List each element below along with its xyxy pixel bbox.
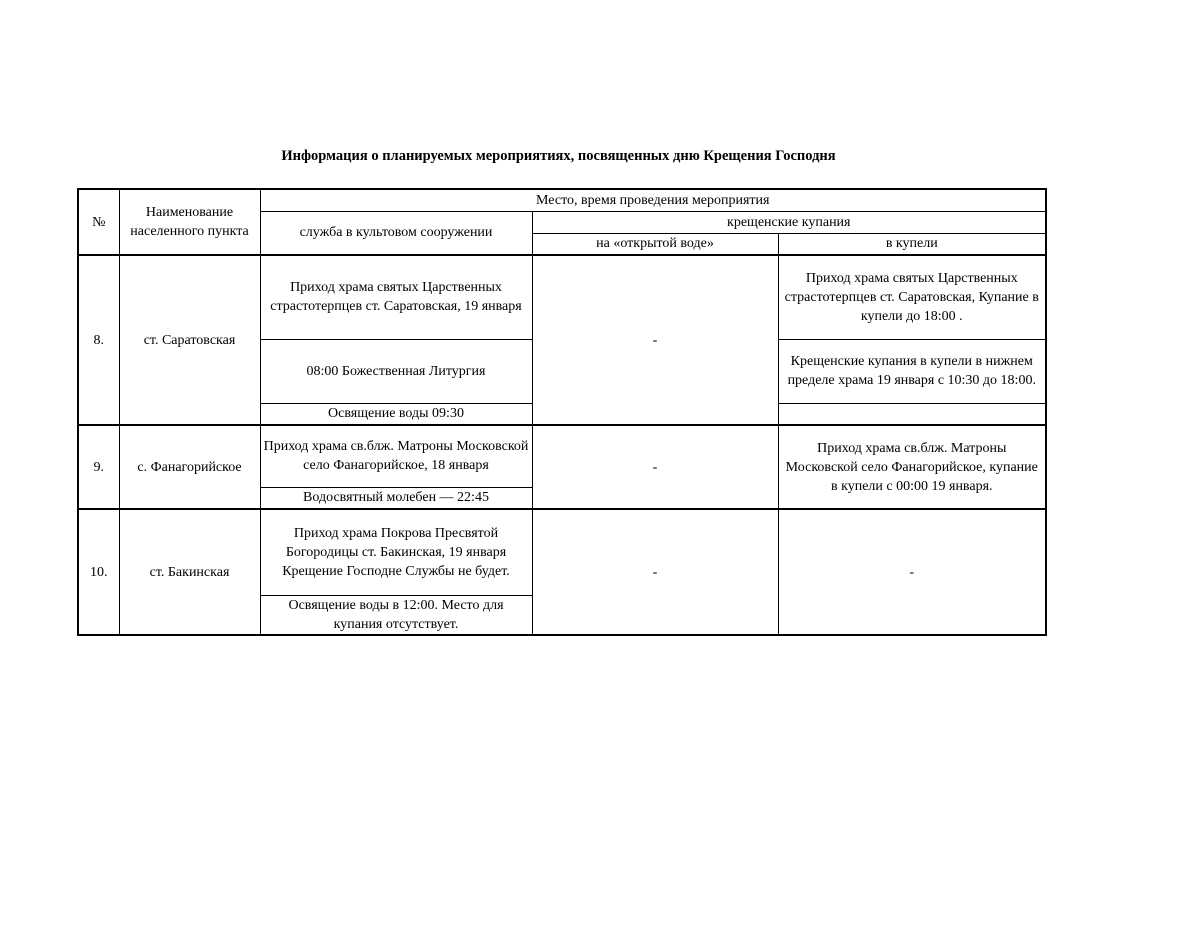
font-cell: Приход храма св.блж. Матроны Московской село Фанагорийское, купание в купели с 00:00 19 января. bbox=[778, 425, 1046, 509]
font-cell bbox=[778, 403, 1046, 425]
table-row bbox=[78, 509, 1046, 595]
header-open-water: на «открытой воде» bbox=[532, 233, 778, 255]
service-cell: Водосвятный молебен — 22:45 bbox=[260, 487, 532, 509]
row-settlement: ст. Бакинская bbox=[119, 509, 260, 635]
service-cell: Освящение воды в 12:00. Место для купания отсутствует. bbox=[260, 595, 532, 635]
open-water-cell: - bbox=[532, 509, 778, 635]
table-row bbox=[78, 425, 1046, 487]
document-title: Информация о планируемых мероприятиях, посвященных дню Крещения Господня bbox=[281, 148, 836, 164]
open-water-cell: - bbox=[532, 255, 778, 425]
font-cell: - bbox=[778, 509, 1046, 635]
header-place-time: Место, время проведения мероприятия bbox=[260, 189, 1046, 211]
row-number: 9. bbox=[78, 425, 119, 509]
service-cell: Приход храма Покрова Пресвятой Богородицы ст. Бакинская, 19 января Крещение Господне Службы не будет. bbox=[260, 509, 532, 595]
service-cell: 08:00 Божественная Литургия bbox=[260, 339, 532, 403]
header-service: служба в культовом сооружении bbox=[260, 211, 532, 255]
service-cell: Приход храма св.блж. Матроны Московской село Фанагорийское, 18 января bbox=[260, 425, 532, 487]
service-cell: Освящение воды 09:30 bbox=[260, 403, 532, 425]
header-row bbox=[78, 189, 1046, 211]
header-bathing: крещенские купания bbox=[532, 211, 1046, 233]
header-font: в купели bbox=[778, 233, 1046, 255]
service-cell: Приход храма святых Царственных страстотерпцев ст. Саратовская, 19 января bbox=[260, 255, 532, 339]
header-no: № bbox=[78, 189, 119, 255]
header-settlement: Наименование населенного пункта bbox=[119, 189, 260, 255]
row-settlement: с. Фанагорийское bbox=[119, 425, 260, 509]
row-settlement: ст. Саратовская bbox=[119, 255, 260, 425]
open-water-cell: - bbox=[532, 425, 778, 509]
table-row bbox=[78, 255, 1046, 339]
row-number: 10. bbox=[78, 509, 119, 635]
font-cell: Крещенские купания в купели в нижнем пределе храма 19 января с 10:30 до 18:00. bbox=[778, 339, 1046, 403]
font-cell: Приход храма святых Царственных страстотерпцев ст. Саратовская, Купание в купели до 18:00 . bbox=[778, 255, 1046, 339]
row-number: 8. bbox=[78, 255, 119, 425]
events-table bbox=[77, 188, 1047, 636]
